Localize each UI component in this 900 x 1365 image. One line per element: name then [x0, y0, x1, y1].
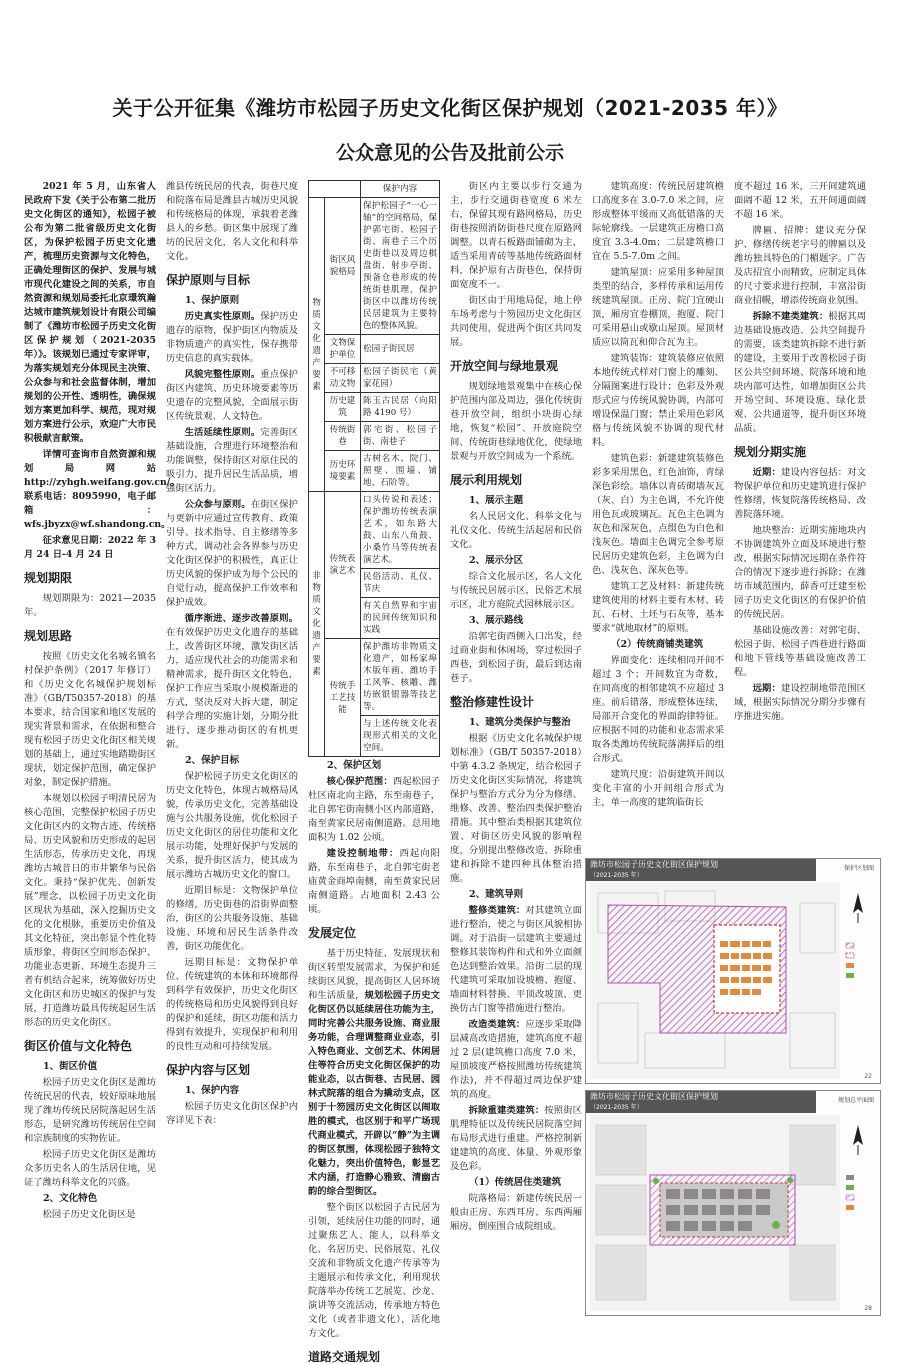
- heading-rectification: 整治修建性设计: [450, 695, 535, 709]
- page-subtitle: 公众意见的公告及批前公示: [335, 142, 564, 164]
- principle-integrity-label: 风貌完整性原则。: [184, 369, 261, 380]
- road-paragraph-1: 街区内主要以步行交通为主，步行交通街巷宽度 6 米左右，保留其现有路网格局，历史街巷按照消防街巷尺度在原路网调整。以青石板路面铺砌为主，适当采用青砖等基地传统路面材料，保护原有古街巷色，保持街面宽度不一。: [450, 181, 582, 290]
- residential-text: 院落格局：新建传统民居一般由正房、东西耳房、东西两厢厢房，倒座围合成院组成。: [450, 1193, 582, 1232]
- table-row: [309, 393, 440, 422]
- principle-authenticity: [166, 310, 298, 366]
- guideline-rebuild: [450, 1104, 582, 1174]
- table-row: [309, 422, 440, 451]
- map-legend: [846, 943, 854, 978]
- heading-positioning: 发展定位: [308, 926, 357, 940]
- page-title: 关于公开征集《潍坊市松园子历史文化街区保护规划（2021-2035 年）》: [112, 96, 788, 120]
- control-zone-text: 西起向阳路，东至南巷子，北自郭宅街老庙黄金商埠南侧，南至黄家民居南侧道路。占地面积 2.43 公顷。: [308, 848, 440, 915]
- display-zone-text: 综合文化展示区，名人文化与传统民居展示区，民俗艺术展示区，北方庭院式园林展示区。: [450, 571, 582, 610]
- contact-paragraph: 详情可查询市自然资源和规划局网站 http://zyhgh.weifang.gov.cn/。联系电话：8095990，电子邮箱：wfs.jbyzx@wf.shandong.cn。: [24, 449, 180, 530]
- guideline-renovate: [450, 1018, 582, 1102]
- heading-plan-term: 规划期限: [24, 571, 73, 585]
- heading-phased-implementation: 规划分期实施: [734, 445, 807, 459]
- subheading-display-theme: 1、展示主题: [469, 495, 524, 506]
- master-plan-map: [585, 1090, 881, 1316]
- map-legend: [846, 1175, 854, 1210]
- table-category-cell: 历史环境要素: [325, 451, 361, 492]
- building-color: 建筑色彩：新建建筑装修色彩多采用黑色，红色油饰，青绿深色彩绘。墙体以青砖砌墙灰瓦（灰、白）为主色调，不允许使用色瓦或玻璃瓦。瓦色主色调为灰色和深灰色，点缀色为白色和浅灰色。墙面主色调完全参考原民居历史建筑色彩，主色调为白色、浅灰色、深灰色等。: [592, 453, 724, 576]
- building-height: 建筑高度：传统民居建筑檐口高度多在 3.0-7.0 米之间，应形成整体平缓而又高低错落的天际轮廓线。一层建筑正房檐口高度宜 3.3-4.0m；二层建筑檐口宜在 5.5-7.0m 之间。: [592, 181, 724, 262]
- heading-protection-content: 保护内容与区划: [166, 1063, 251, 1077]
- principle-gradual-label: 循序渐进、逐步改善原则。: [184, 613, 298, 624]
- map-subtitle: （2021-2035 年）: [590, 1104, 643, 1111]
- building-material: 建筑工艺及材料：新建传统建筑使用的材料主要有木材、砖瓦、石材、土坯与石灰等，基本要求“就地取材”的原则。: [592, 581, 724, 634]
- principle-gradual: [166, 612, 298, 752]
- guideline-repair: [450, 904, 582, 1016]
- table-content-cell: 松园子街民宅（黄家花园）: [361, 364, 440, 393]
- near-term-text: 建设内容包括：对文物保护单位和历史建筑进行保护性修缮，恢复院落传统格局、改善院落环境。: [734, 467, 866, 520]
- column-2: [166, 180, 298, 1320]
- heading-display-use: 展示利用规划: [450, 473, 523, 487]
- heading-road-traffic: 道路交通规划: [308, 1350, 381, 1364]
- control-zone: [308, 847, 440, 917]
- principle-continuity-text: 完善街区基础设施，合理进行环境整治和功能调整，保持街区对原住民的吸引力，提升居民生活品质，增强街区活力。: [166, 427, 298, 494]
- zoning-map-drawing: [590, 883, 878, 1079]
- guideline-renovate-label: 改造类建筑：: [468, 1019, 526, 1030]
- subheading-guidelines: 2、建筑导则: [469, 889, 524, 900]
- table-category-cell: 历史建筑: [325, 393, 361, 422]
- infrastructure-improvement: 基础设施改善：对郭宅街、松园子街、松园子西巷进行路面和地下管线等基础设施改善工程。: [734, 625, 866, 678]
- subheading-goals: 2、保护目标: [185, 755, 240, 766]
- principle-continuity-label: 生活延续性原则。: [184, 427, 261, 438]
- column-5: [592, 180, 724, 840]
- plan-idea-paragraph-2: 本规划以松园子明清民居为核心范围，完整保护松园子历史文化街区内的文物古迹、传统格局、历史风貌和历史形成的起居生活形态，传承历史文化，再现潍坊古城昔日的市井繁华与民俗文化。秉持“保护优先、创新发展”理念，以松园子历史文化街区现状为基础，深入挖掘历史文化的文化根脉，重要历史价值及其文化特征，突出彰显个性化特质形象，将街区空间形态保护、功能业态更新、环境生态提升三者有机结合起来，统筹做好历史文化街区和历史城区的保护与发展，打造潍坊最具传统起居生活形态的历史文化街区。: [24, 793, 156, 1028]
- table-content-cell: 保护潍坊非物质文化遗产，如杨家埠木版年画、潍坊手工风筝、核雕、潍坊嵌银银器等技艺等。: [361, 639, 440, 716]
- table-content-cell: 民俗活动、礼仪、节庆: [361, 569, 440, 598]
- table-header-cell: 保护内容: [361, 181, 440, 198]
- principle-authenticity-text: 保护历史遗存的原物，保护街区内物质及非物质遗产的真实性，保存携带历史信息的真实载体。: [166, 311, 298, 364]
- control-zone-label: 建设控制地带：: [326, 848, 400, 859]
- cultural-feature-paragraph: 松园子历史文化街区是: [42, 1209, 136, 1220]
- principle-public-label: 公众参与原则。: [184, 499, 251, 510]
- heading-open-space: 开放空间与绿地景观: [450, 359, 559, 373]
- table-content-cell: 古树名木、院门、照壁、围墙、铺地、石阶等。: [361, 451, 440, 492]
- map-name: 规划总平面图: [837, 1097, 874, 1104]
- goal-paragraph-1: 保护松园子历史文化街区的历史文化特色，体现古城格局风貌，传承历史文化，完善基础设施与公共服务设施，优化松园子历史文化街区的居住功能和文化展示功能，处理好保护与发展的关系，提升街区活力，使其成为展示潍坊古城历史文化的窗口。: [166, 771, 298, 880]
- subheading-residential: （1）传统居住类建筑: [469, 1177, 562, 1188]
- near-term-label: 近期：: [752, 467, 781, 478]
- table-group-cell: 非物质文化遗产要素: [309, 492, 325, 757]
- guideline-repair-label: 整修类建筑：: [468, 905, 526, 916]
- table-row: [309, 198, 440, 335]
- protection-content-table: [308, 180, 440, 757]
- table-row: [309, 335, 440, 364]
- subheading-commercial: （2）传统商铺类建筑: [611, 639, 704, 650]
- column-1: [24, 180, 180, 1320]
- table-header-blank: [309, 181, 361, 198]
- column-4: [450, 180, 582, 1320]
- principle-public: [166, 498, 298, 610]
- table-group-cell: 物质文化遗产要素: [309, 198, 325, 492]
- positioning-paragraph-1: [308, 947, 440, 1199]
- demolish-paragraph: [734, 310, 866, 436]
- principle-gradual-text: 在有效保护历史文化遗存的基础上，改善街区环境，激发街区活力，适应现代社会的功能需求和精神需求，提升街区文化特色，保护工作应当采取小规模渐进的方式，坚决反对大拆大建，制定科学合理的实施计划，分期分批进行，逐步推动街区的有机更新。: [166, 627, 298, 750]
- intro-paragraph: 2021 年 5 月，山东省人民政府下发《关于公布第二批历史文化街区的通知》，松园子被公布为第二批省级历史文化街区，为保护松园子历史文化遗产，梳理历史资源与文化特色，正确处理街区的保护、发展与城市现代化建设之间的关系，市自然资源和规划局委托北京璟筑瀚达城市建筑规划设计有限公司编制了《潍坊市松园子历史文化街区保护规划（2021-2035 年）》。该规划已通过专家评审，为落实规划充分体现民主决策、公众参与和社会监督体制，增加规划的公开性、透明性，确保规划方案更加科学、规范，现对规划方案进行公示，欢迎广大市民积极献言献策。: [24, 181, 156, 444]
- subheading-cultural-feature: 2、文化特色: [43, 1193, 98, 1204]
- district-value-paragraph-1: 松园子历史文化街区是潍坊传统民居的代表，较好原味地展现了潍坊传统民居院落起居生活形态，是研究潍坊传统居住空间和宗族制度的实物佐证。: [24, 1077, 156, 1144]
- positioning-paragraph-2: 整个街区以松园子古民居为引领，延续居住功能的同时，通过聚焦艺人、能人，以科举文化、名居历史、民俗展览、礼仪交流和非物质文化遗产传承等为主题展示和传承文化，利用现状院落举办传统工艺展览、沙龙、演讲等交流活动，传承地方特色文化（或者非遗文化），活化地方文化。: [308, 1202, 440, 1339]
- goal-paragraph-3: 远期目标是：文物保护单位、传统建筑的本体和环境都得到科学有效保护，历史文化街区的传统格局和历史风貌得到良好的保护和延续，街区功能和活力得到有效提升，实现保护和利用的良性互动和可持续发展。: [166, 957, 298, 1052]
- plan-idea-paragraph-1: 按照《历史文化名城名镇名村保护条例》（2017 年修订）和《历史文化名城保护规划标准》（GB/T50357-2018）的基本要求，结合国家和地区发展的现实背景和需求，在依据和整合现有松园子历史文化街区相关规划的基础上，通过实地踏勘街区现状，划定保护范围，确定保护对象，制定保护措施。: [24, 651, 156, 788]
- map-title-bar: [586, 1091, 816, 1113]
- protection-content-intro: 松园子历史文化街区保护内容详见下表：: [166, 1101, 298, 1126]
- table-category-cell: 文物保护单位: [325, 335, 361, 364]
- guideline-repair-text: 对其建筑立面进行整治，使之与街区风貌相协调。对于沿街一层建筑主要通过整修其装饰构件和式和外立面颜色达到整治效果。沿街二层的现代建筑可采取加设坡檐、抱厦、墙面材料替换、平顶改坡顶、更换仿古门窗等措施进行整治。: [450, 905, 582, 1014]
- map-page-number: 28: [864, 1305, 872, 1312]
- north-arrow-icon: [853, 1125, 863, 1155]
- table-row: [309, 639, 440, 716]
- heading-principles: 保护原则与目标: [166, 273, 251, 287]
- building-scale-continued: 度不超过 16 米，三开间建筑通面阔不超 12 米，五开间通面阔不超 16 米。: [734, 181, 866, 220]
- demolish-label: 拆除不建类建筑：: [752, 311, 829, 322]
- table-row: [309, 492, 440, 569]
- building-roof: 建筑屋顶：应采用多种屋顶类型的结合，多样传承和运用传统建筑屋顶。正房、院门宜硬山顶，厢房宜卷棚顶，抱厦、院门可采用悬山或歇山屋顶。屋顶材质应以筒瓦和仰合瓦为主。: [592, 267, 724, 348]
- map-name: 保护区划图: [843, 865, 874, 872]
- table-category-cell: 街区风貌格局: [325, 198, 361, 335]
- near-term: [734, 466, 866, 522]
- subheading-display-zone: 2、展示分区: [469, 555, 524, 566]
- heading-district-value: 街区价值与文化特色: [24, 1039, 133, 1053]
- column-3: [308, 180, 440, 1364]
- heading-plan-idea: 规划思路: [24, 629, 73, 643]
- positioning-text: 基于历史特征、发展现状和街区转型发展需求，为保护和延续街区风貌，提高街区人居环境和生活质量，: [308, 948, 440, 1001]
- display-theme-text: 名人民居文化、科举文化与礼仪文化、传统生活起居和民俗文化。: [450, 511, 582, 550]
- master-plan-drawing: [590, 1115, 878, 1311]
- demolish-text: 根据其周边基础设施改造、公共空间提升的需要，该类建筑拆除不进行新的建设，主要用于改善松园子街区公共空间环境、院落环境和地块内部可达性，如增加街区公共开场空间、环境设施、绿化景观、公共通道等，提升街区环境品质。: [734, 311, 866, 434]
- table-content-cell: 口头传说和表述；保护潍坊传统表演艺术，如东路大鼓、山东八角鼓、小桑竹马等传统表演艺术。: [361, 492, 440, 569]
- table-content-cell: 有关自然界和宇宙的民间传统知识和实践: [361, 598, 440, 639]
- core-zone-label: 核心保护范围：: [326, 776, 393, 787]
- table-category-cell: 不可移动文物: [325, 364, 361, 393]
- plan-term-text: 规划期限为：2021—2035 年。: [24, 593, 156, 618]
- road-paragraph-2: 街区由于用地局促，地上停车场考虑与十笏园历史文化街区共同使用，促进两个街区共同发展。: [450, 295, 582, 348]
- table-category-cell: 传统街巷: [325, 422, 361, 451]
- plot-rectification: 地块整治：近期实施地块内不协调建筑外立面及环境进行整改，根据实际情况远期在条件符合的情况下逐步进行拆除；在潍坊市域范围内，薛香可迁建至松园子历史文化街区的有保护价值的传统民居。: [734, 525, 866, 620]
- classification-text: 根据《历史文化名城保护规划标准》（GB/T 50357-2018）中第 4.3.2 条规定，结合松园子历史文化街区实际情况，将建筑保护与整治方式分为分为修缮、维修、改善、整治四类保护整治措施。其中整治类根据其建筑位置、对街区历史风貌的影响程度，分别提出整修改造、拆除重建和拆除不建四种具体整治措施。: [450, 733, 582, 884]
- long-term-text: 建设控制地带范围区域，根据实际情况分期分步骤有序推进实施。: [734, 683, 866, 722]
- protection-zoning-map: [585, 858, 881, 1084]
- table-category-cell: 传统手工艺技能: [325, 639, 361, 757]
- guideline-rebuild-text: 按照街区肌理特征以及传统民居院落空间布局形式进行重建。严格控制新建建筑的高度、体量、外观形象及色彩。: [450, 1105, 582, 1172]
- subheading-classification: 1、建筑分类保护与整治: [469, 717, 571, 728]
- table-row: [309, 451, 440, 492]
- table-header-row: [309, 181, 440, 198]
- comment-period: 征求意见日期：2022 年 3 月 24 日-4 月 24 日: [24, 535, 156, 560]
- principle-authenticity-label: 历史真实性原则。: [184, 311, 261, 322]
- principle-integrity: [166, 368, 298, 424]
- subheading-protection-zoning: 2、保护区划: [327, 760, 382, 771]
- cultural-feature-continued: 潍县传统民居的代表，街巷尺度和院落布局是潍县古城历史风貌和传统格局的体现，承载着老潍县人的乡愁。街区集中展现了潍坊的民居文化，名人文化和科举文化。: [166, 181, 298, 262]
- map-title: 潍坊市松园子历史文化街区保护规划: [590, 860, 718, 869]
- principle-continuity: [166, 426, 298, 496]
- signboard-text: 牌匾、招牌：建议充分保护、修缮传统老字号的牌匾以及潍坊独具特色的门楣题字。广告及店招宜小而精致，应制定具体的尺寸要求进行控制，丰富沿街商业招幌，增添传统商业氛围。: [734, 225, 866, 306]
- subheading-protection-content: 1、保护内容: [185, 1085, 240, 1096]
- map-title: 潍坊市松园子历史文化街区保护规划: [590, 1092, 718, 1101]
- positioning-bold-text: 规划松园子历史文化街区仍以延续居住功能为主，同时完善公共服务设施、商业服务功能，合理调整商业业态，引入特色商业、文创艺术、休闲居住等符合历史文化街区保护的功能业态，以古街巷、古民居、园林式院落的组合为撬动支点，区别于十笏园历史文化街区以闹取胜的模式，也区别于和平广场现代商业模式，开辟以“静”为主调的街区氛围，体现松园子独特文化魅力，突出价值特色，彰显艺术内涵，打造静心雅致、清幽古韵的综合型街区。: [308, 990, 440, 1197]
- map-subtitle: （2021-2035 年）: [590, 872, 643, 879]
- table-content-cell: 松园子街民居: [361, 335, 440, 364]
- map-title-bar: [586, 859, 816, 881]
- core-zone: [308, 775, 440, 845]
- long-term: [734, 682, 866, 724]
- guideline-renovate-text: 应逐步采取降层减高改造措施，建筑高度不超过 2 层(建筑檐口高度 7.0 米，屋顶坡度严格按照潍坊传统建筑作法)，并不得超过周边保护建筑的高度。: [450, 1019, 582, 1100]
- core-zone-text: 西起松园子杜区南北向主路，东至南巷子，北自郭宅街南侧小区内部道路，南至黄家民居南侧道路。总用地面积为 1.02 公顷。: [308, 776, 440, 843]
- interface-change: 界面变化：连续相同开间不超过 3 个；开间数宜为奇数，在同高度的相邻建筑不应超过 3 座。前后错落，形成整体连续，局部开合变化的界面韵律特征。应根据不同的功能和业态需求采取各类潍坊传统院落满择后的组合形式。: [592, 655, 724, 764]
- subheading-display-route: 3、展示路线: [469, 615, 524, 626]
- subheading-principles: 1、保护原则: [185, 295, 240, 306]
- open-space-paragraph: 规划绿地景观集中在核心保护范围内部及周边，强化传统街巷开放空间，组织小块街心绿地，恢复“松园”、开放庭院空间、传统街巷绿地优化，使绿地景观与开放空间成为一个系统。: [450, 381, 582, 462]
- display-route-text: 沿郭宅街西侧入口出发，经过商业街和休闲场，穿过松园子西巷，到松园子街，最后到达南巷子。: [450, 631, 582, 684]
- table-category-cell: 传统表演艺术: [325, 492, 361, 639]
- principle-integrity-text: 重点保护街区内建筑、历史环境要素等历史遗存的完整风貌，全面展示街区传统景观、人文特色。: [166, 369, 298, 422]
- goal-paragraph-2: 近期目标是：文物保护单位的修缮，历史街巷的沿街界面整治，街区的公共服务设施、基础设施、环境和居民生活条件改善，街区功能优化。: [166, 885, 298, 952]
- map-page-number: 22: [864, 1073, 872, 1080]
- long-term-label: 远期：: [752, 683, 781, 694]
- table-content-cell: 陈玉古民居（向阳路 4190 号）: [361, 393, 440, 422]
- building-decoration: 建筑装饰：建筑装修应依照本地传统式样对门窗上的雕刻、分隔图案进行设计；色彩及外观形式应与传统风貌协调，内部可增设保温门窗；禁止采用色彩风格与传统风貌不协调的现代材料。: [592, 353, 724, 448]
- subheading-district-value: 1、街区价值: [43, 1061, 98, 1072]
- district-value-paragraph-2: 松园子历史文化街区是潍坊众多历史名人的生活居住地，见证了潍坊科举文化的兴盛。: [24, 1149, 156, 1188]
- principle-public-text: 在街区保护与更新中应通过宣传教育、政策引导、技术指导、自主修缮等多种方式，调动社会各界参与历史文化街区保护的积极性，真正让历史风貌的保护成为每个公民的自觉行动，提高保护工作效率和保护成效。: [166, 499, 298, 608]
- table-content-cell: 保护松园子“一心一轴”的空间格局，保护郭宅街、松园子街、南巷子三个历史街巷以及周边棋盘街、射步亭街、预备仓巷形成的传统街巷肌理，保护街区中以潍坊传统民居建筑为主要特色的整体风貌。: [361, 198, 440, 335]
- table-content-cell: 与上述传统文化表现形式相关的文化空间。: [361, 716, 440, 757]
- guideline-rebuild-label: 拆除重建类建筑：: [468, 1105, 545, 1116]
- building-scale: 建筑尺度：沿街建筑开间以变化丰富的小开间组合形式为主，单一高度的建筑临街长: [592, 769, 724, 808]
- north-arrow-icon: [853, 893, 863, 923]
- table-row: [309, 364, 440, 393]
- table-content-cell: 郭宅街、松园子街、南巷子: [361, 422, 440, 451]
